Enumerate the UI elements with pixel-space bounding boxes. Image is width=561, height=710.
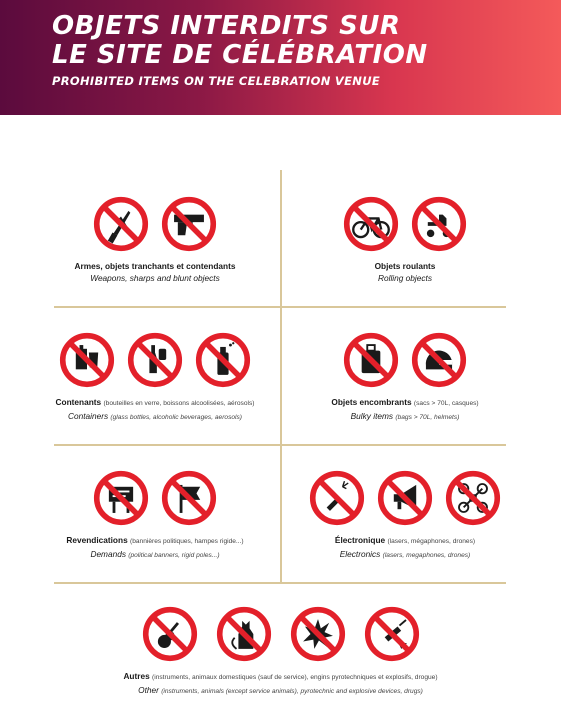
demands-title-fr: Revendications <box>66 535 128 545</box>
page-title-line-1: OBJETS INTERDITS SUR <box>52 11 401 41</box>
divider-row-1 <box>54 306 506 308</box>
bulky-title-en: Bulky items <box>350 411 394 421</box>
demands-detail-fr: (bannières politiques, hampes rigide...) <box>130 538 244 545</box>
bulky-detail-fr: (sacs > 70L, casques) <box>413 400 479 407</box>
containers-detail-en: (glass bottles, alcoholic beverages, aerosols) <box>110 414 242 421</box>
section-weapons <box>40 196 270 284</box>
scooter-icon <box>411 196 467 252</box>
rolling-title-en: Rolling objects <box>378 273 432 283</box>
divider-row-3 <box>54 582 506 584</box>
containers-title-en: Containers <box>67 411 109 421</box>
knife-icon <box>93 196 149 252</box>
weapons-title-fr: Armes, objets tranchants et contendants <box>74 261 236 271</box>
bulky-detail-en: (bags > 70L, helmets) <box>395 414 460 421</box>
electronics-detail-en: (lasers, megaphones, drones) <box>382 552 471 559</box>
suitcase-icon <box>343 332 399 388</box>
section-bulky <box>290 332 520 424</box>
section-other <box>0 606 561 698</box>
cat-icon <box>216 606 272 662</box>
megaphone-icon <box>377 470 433 526</box>
containers-detail-fr: (bouteilles en verre, boissons alcoolisées, aérosols) <box>103 400 255 407</box>
section-containers <box>40 332 270 424</box>
sign-board-icon <box>93 470 149 526</box>
aerosol-icon <box>195 332 251 388</box>
section-rolling <box>290 196 520 284</box>
alcohol-bottle-icon <box>127 332 183 388</box>
containers-title-fr: Contenants <box>55 397 102 407</box>
helmet-icon <box>411 332 467 388</box>
demands-detail-en: (political banners, rigid poles...) <box>128 552 220 559</box>
page-subtitle: PROHIBITED ITEMS ON THE CELEBRATION VENUE <box>52 74 380 88</box>
weapons-title-en: Weapons, sharps and blunt objects <box>90 273 220 283</box>
demands-title-en: Demands <box>90 549 126 559</box>
divider-vertical <box>280 170 282 583</box>
divider-row-2 <box>54 444 506 446</box>
bulky-title-fr: Objets encombrants <box>331 397 412 407</box>
other-detail-fr: (instruments, animaux domestiques (sauf de service), engins pyrotechniques et explosifs, drogue) <box>152 674 438 681</box>
electronics-title-en: Electronics <box>339 549 381 559</box>
section-demands <box>40 470 270 562</box>
drone-icon <box>445 470 501 526</box>
explosion-icon <box>290 606 346 662</box>
glass-bottle-icon <box>59 332 115 388</box>
bicycle-icon <box>343 196 399 252</box>
laser-icon <box>309 470 365 526</box>
syringe-icon <box>364 606 420 662</box>
electronics-title-fr: Électronique <box>334 535 386 545</box>
page-title-line-2: LE SITE DE CÉLÉBRATION <box>52 40 428 70</box>
other-title-en: Other <box>138 685 159 695</box>
rolling-title-fr: Objets roulants <box>374 261 436 271</box>
gun-icon <box>161 196 217 252</box>
electronics-detail-fr: (lasers, mégaphones, drones) <box>387 538 476 545</box>
guitar-icon <box>142 606 198 662</box>
section-electronics <box>290 470 520 562</box>
header-banner <box>0 0 561 115</box>
other-title-fr: Autres <box>123 671 150 681</box>
flag-icon <box>161 470 217 526</box>
other-detail-en: (instruments, animals (except service animals), pyrotechnic and explosive devices, drugs) <box>161 688 423 695</box>
